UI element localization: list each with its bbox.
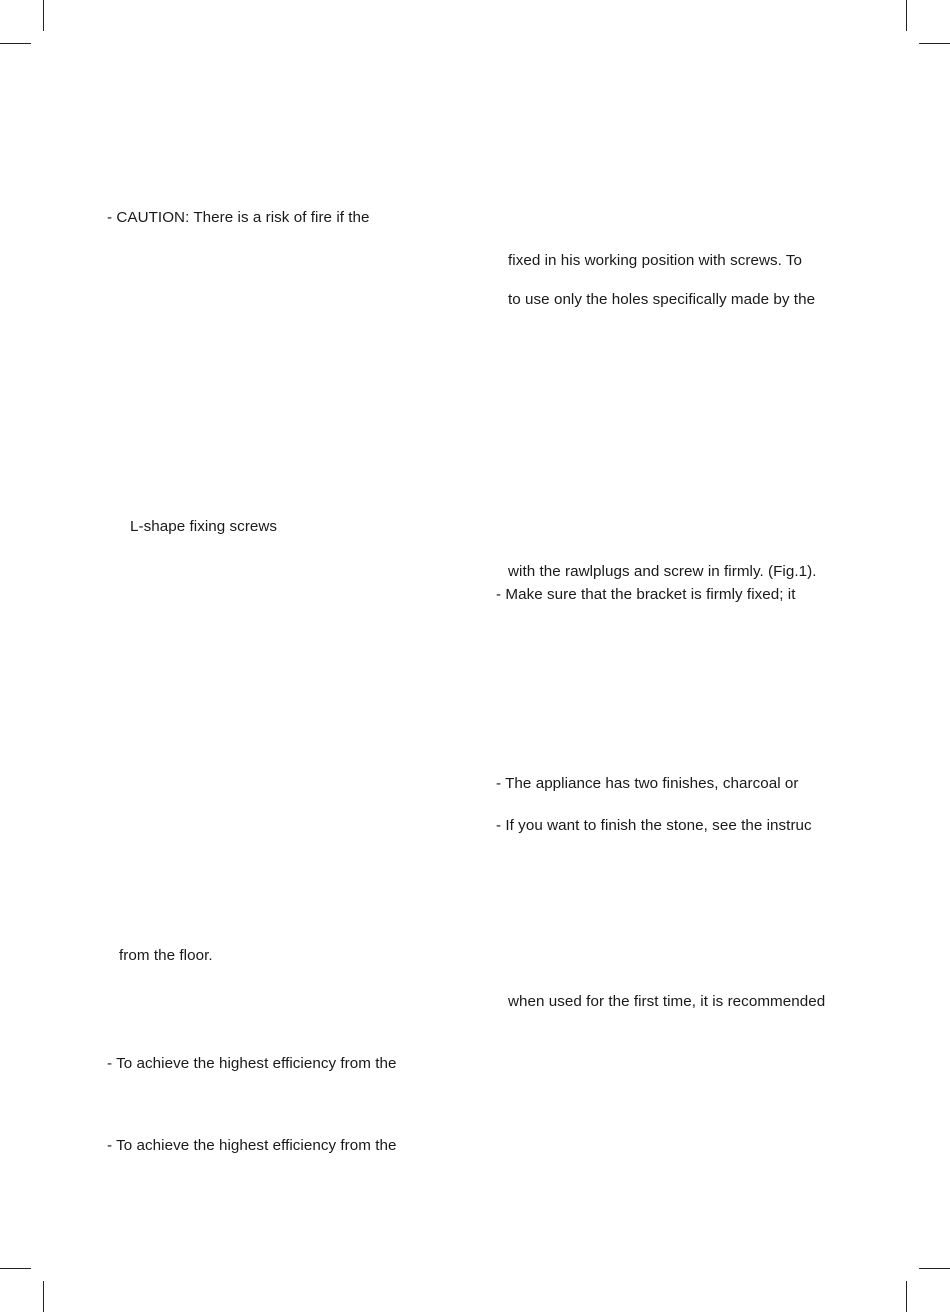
first-time-text: when used for the first time, it is recommended (508, 993, 826, 1010)
crop-mark-bottom-right-horizontal (919, 1268, 950, 1269)
rawlplugs-text: with the rawlplugs and screw in firmly. (Fig.1). (508, 563, 817, 580)
caution-text: - CAUTION: There is a risk of fire if the (107, 209, 370, 226)
bracket-text: - Make sure that the bracket is firmly fixed; it (496, 586, 796, 603)
crop-mark-bottom-right-vertical (906, 1281, 907, 1312)
holes-text: to use only the holes specifically made by the (508, 291, 816, 308)
fixed-position-text: fixed in his working position with screws. To (508, 252, 803, 269)
stone-text: - If you want to finish the stone, see the instruc (496, 817, 812, 834)
crop-mark-top-right-vertical (906, 0, 907, 31)
crop-mark-bottom-left-horizontal (0, 1268, 31, 1269)
crop-mark-top-left-vertical (43, 0, 44, 31)
efficiency-text-2: - To achieve the highest efficiency from the (107, 1137, 397, 1154)
crop-mark-top-right-horizontal (919, 43, 950, 44)
finishes-text: - The appliance has two finishes, charcoal or (496, 775, 799, 792)
lshape-screws-text: L-shape fixing screws (130, 518, 278, 535)
crop-mark-bottom-left-vertical (43, 1281, 44, 1312)
floor-text: from the floor. (119, 947, 213, 964)
crop-mark-top-left-horizontal (0, 43, 31, 44)
efficiency-text-1: - To achieve the highest efficiency from the (107, 1055, 397, 1072)
